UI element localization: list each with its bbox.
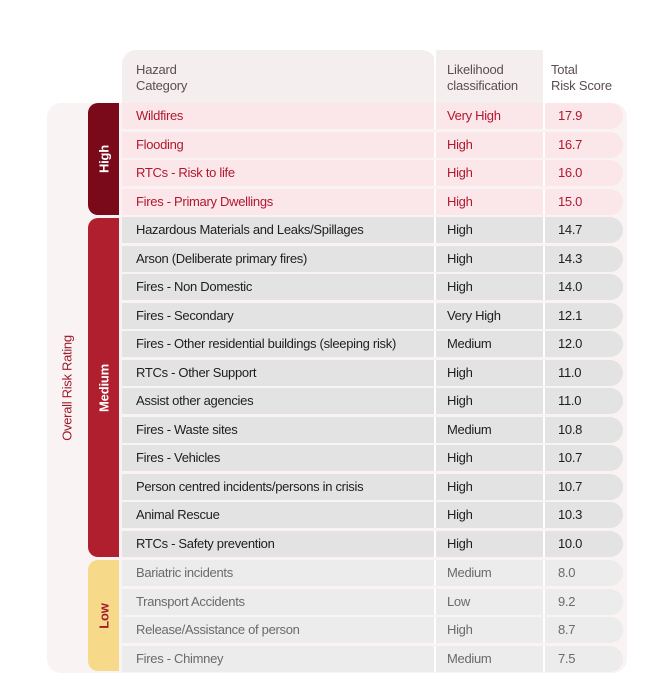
hazard-cell: Person centred incidents/persons in crisis [136,478,364,494]
column-divider [543,646,545,672]
column-divider [434,445,436,471]
hazard-cell: Transport Accidents [136,593,245,609]
table-row [122,103,623,129]
hazard-cell: Bariatric incidents [136,565,233,580]
score-cell: 11.0 [558,364,582,380]
likelihood-cell: High [447,364,473,380]
likelihood-cell: Very High [447,307,501,323]
group-rail-medium [88,218,119,557]
overall-risk-rating-label: Overall Risk Rating [59,335,75,441]
column-divider [543,217,545,243]
hazard-cell: Assist other agencies [136,393,254,408]
score-cell: 10.7 [558,450,583,465]
column-divider [434,132,436,158]
column-divider [543,132,545,158]
score-cell: 16.0 [558,165,583,180]
column-divider [434,417,436,443]
column-divider [543,331,545,357]
column-divider [543,531,545,557]
score-cell: 9.2 [558,593,576,609]
column-divider [543,303,545,329]
hazard-cell: Release/Assistance of person [136,622,300,637]
table-row [122,617,623,643]
column-divider [543,474,545,500]
column-divider [434,388,436,414]
score-cell: 11.0 [558,393,582,408]
table-row [122,303,623,329]
column-divider [543,246,545,272]
likelihood-cell: High [447,478,473,494]
overall-risk-rating-label-box [47,103,87,673]
score-cell: 10.0 [558,535,583,551]
hazard-cell: Wildfires [136,108,184,123]
column-divider [434,246,436,272]
row-background [122,103,623,129]
column-divider [434,646,436,672]
column-divider [434,189,436,215]
table-row [122,589,623,615]
hazard-cell: Fires - Other residential buildings (sleeping risk) [136,336,396,351]
likelihood-cell: High [447,193,473,209]
likelihood-cell: High [447,535,473,551]
column-divider [434,589,436,615]
table-row [122,274,623,300]
hazard-cell: Fires - Vehicles [136,450,221,465]
column-divider [434,331,436,357]
group-rail-high [88,103,119,215]
column-divider [543,189,545,215]
column-divider [543,360,545,386]
table-row [122,189,623,215]
column-divider [434,474,436,500]
hazard-cell: Hazardous Materials and Leaks/Spillages [136,222,364,237]
column-divider [434,360,436,386]
score-cell: 15.0 [558,193,583,209]
score-cell: 8.0 [558,565,576,580]
hazard-cell: RTCs - Risk to life [136,165,235,180]
score-cell: 10.7 [558,478,583,494]
hazard-cell: Flooding [136,136,184,152]
column-divider [543,617,545,643]
column-divider [434,560,436,586]
table-row [122,445,623,471]
header-divider [434,50,436,103]
score-cell: 14.0 [558,279,583,294]
hazard-cell: RTCs - Other Support [136,364,257,380]
score-cell: 14.7 [558,222,583,237]
hazard-cell: RTCs - Safety prevention [136,535,275,551]
column-divider [543,274,545,300]
likelihood-cell: Very High [447,108,501,123]
group-rail-low [88,560,119,671]
column-divider [543,388,545,414]
table-row [122,160,623,186]
column-header-likelihood: Likelihood classification [447,62,518,93]
score-cell: 10.8 [558,421,583,437]
column-divider [434,160,436,186]
score-cell: 10.3 [558,507,583,522]
column-divider [434,303,436,329]
likelihood-cell: Medium [447,336,492,351]
column-divider [434,274,436,300]
likelihood-cell: High [447,507,473,522]
likelihood-cell: Medium [447,565,492,580]
likelihood-cell: High [447,393,473,408]
hazard-cell: Fires - Waste sites [136,421,238,437]
likelihood-cell: Medium [447,421,492,437]
likelihood-cell: High [447,165,473,180]
score-cell: 14.3 [558,250,583,266]
likelihood-cell: High [447,279,473,294]
likelihood-cell: Medium [447,650,492,666]
table-row [122,360,623,386]
table-row [122,132,623,158]
hazard-cell: Animal Rescue [136,507,220,522]
likelihood-cell: High [447,450,473,465]
table-row [122,388,623,414]
hazard-cell: Fires - Secondary [136,307,234,323]
table-row [122,417,623,443]
column-divider [543,560,545,586]
group-label-high: High [96,144,111,174]
score-cell: 16.7 [558,136,583,152]
likelihood-cell: High [447,222,473,237]
hazard-cell: Fires - Non Domestic [136,279,253,294]
likelihood-cell: High [447,250,473,266]
column-divider [543,589,545,615]
likelihood-cell: High [447,136,473,152]
table-row [122,646,623,672]
row-background [122,132,623,158]
column-divider [543,502,545,528]
column-divider [543,445,545,471]
group-label-low: Low [96,602,111,629]
score-cell: 17.9 [558,108,583,123]
hazard-cell: Arson (Deliberate primary fires) [136,250,308,266]
column-divider [434,103,436,129]
table-row [122,217,623,243]
score-cell: 12.1 [558,307,583,323]
column-divider [434,217,436,243]
likelihood-cell: High [447,622,473,637]
column-header-hazard-category: Hazard Category [136,62,188,93]
hazard-cell: Fires - Chimney [136,650,224,666]
table-row [122,246,623,272]
table-row [122,531,623,557]
column-divider [543,160,545,186]
column-divider [543,417,545,443]
header-divider [543,50,545,103]
column-divider [434,531,436,557]
column-divider [434,502,436,528]
table-row [122,502,623,528]
table-row [122,331,623,357]
column-divider [543,103,545,129]
group-label-medium: Medium [96,363,111,412]
score-cell: 12.0 [558,336,583,351]
likelihood-cell: Low [447,593,470,609]
column-header-total-score: Total Risk Score [551,62,612,93]
table-row [122,474,623,500]
table-row [122,560,623,586]
score-cell: 8.7 [558,622,576,637]
column-divider [434,617,436,643]
score-cell: 7.5 [558,650,576,666]
hazard-cell: Fires - Primary Dwellings [136,193,273,209]
